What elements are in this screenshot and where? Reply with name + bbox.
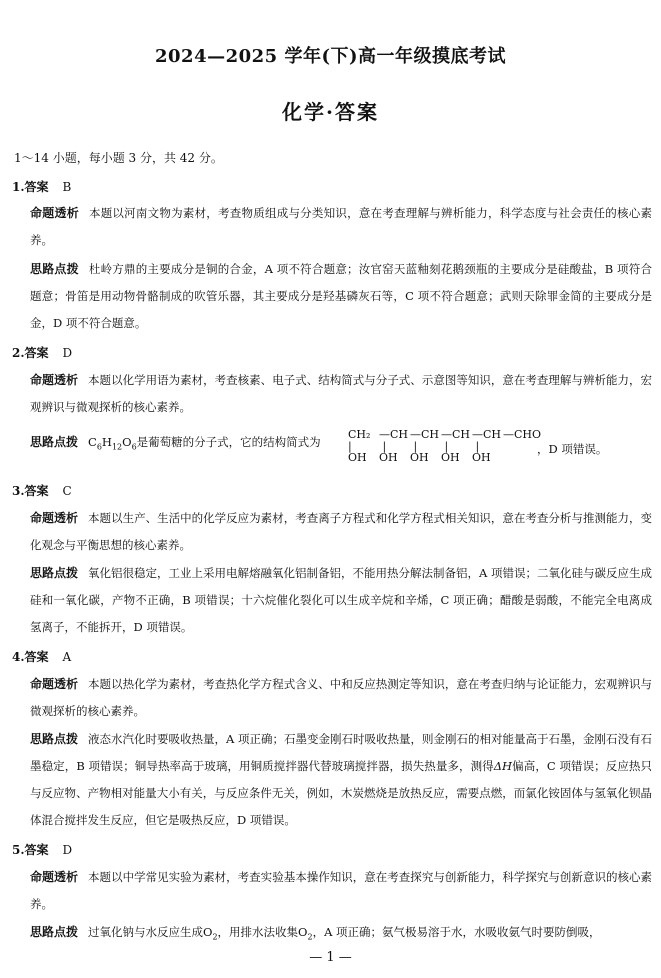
answer-label: 答案 [24, 180, 49, 194]
hint-text-prefix: 是葡萄糖的分子式，它的结构简式为 [136, 435, 321, 449]
question-4-hint [30, 726, 652, 834]
analysis-text: 本题以化学用语为素材，考查核素、电子式、结构简式与分子式、示意图等知识，意在考查理解与辨析能力，宏观辨识与微观探析的核心素养。 [30, 373, 652, 414]
answer-value: D [62, 346, 73, 360]
question-2-header [12, 344, 72, 361]
answer-value: B [62, 180, 72, 194]
question-1-header [12, 178, 71, 195]
question-5-analysis [30, 864, 652, 918]
hint-label: 思路点拨 [30, 435, 79, 449]
delta-h-symbol: ΔH [493, 759, 513, 773]
question-3-hint [30, 560, 652, 641]
analysis-text: 本题以热化学为素材，考查热化学方程式含义、中和反应热测定等知识，意在考查归纳与论证能力，宏观辨识与微观探析的核心素养。 [30, 677, 652, 718]
analysis-label: 命题透析 [30, 870, 79, 884]
question-2-hint-suffix: ，D 项错误。 [537, 442, 608, 456]
answer-value: D [62, 843, 73, 857]
answer-label: 答案 [24, 346, 49, 360]
hint-label: 思路点拨 [30, 732, 79, 746]
hint-text: 杜岭方鼎的主要成分是铜的合金，A 项不符合题意；汝官窑天蓝釉刻花鹅颈瓶的主要成分是硅酸盐，B 项符合题意；骨笛是用动物骨骼制成的吹管乐器，其主要成分是羟基磷灰石等，C 项不符合题意；武则天除罪金简的主要成分是金，D 项不符合题意。 [30, 262, 652, 330]
analysis-label: 命题透析 [30, 206, 79, 220]
hint-text-a: 液态水汽化时要吸收热量，A 项正确；石墨变金刚石时吸收热量，则金刚石的相对能量高于石墨，金刚石没有石墨稳定，B 项错误；铜导热率高于玻璃，用铜质搅拌器代替玻璃搅拌器，损失热量多，测得 [30, 732, 652, 773]
question-number: 5. [12, 843, 25, 857]
answer-label: 答案 [24, 484, 49, 498]
hint-label: 思路点拨 [30, 262, 79, 276]
question-4-analysis [30, 671, 652, 725]
glucose-formula: $C_6H_{12}O_6$ [88, 435, 137, 452]
answer-label: 答案 [24, 650, 49, 664]
answer-label: 答案 [24, 843, 49, 857]
question-1-hint [30, 256, 652, 337]
question-number: 4. [12, 650, 25, 664]
hint-label: 思路点拨 [30, 925, 79, 939]
intro-text: 1～14 小题，每小题 3 分，共 42 分。 [14, 151, 223, 165]
analysis-label: 命题透析 [30, 677, 79, 691]
question-number: 3. [12, 484, 25, 498]
analysis-text: 本题以生产、生活中的化学反应为素材，考查离子方程式和化学方程式相关知识，意在考查分析与推测能力，变化观念与平衡思想的核心素养。 [30, 511, 652, 552]
question-3-header [12, 482, 72, 499]
analysis-label: 命题透析 [30, 511, 79, 525]
hint-text-b: ，用排水法收集 [217, 925, 299, 939]
structure-hydroxyls: OH OH OH OH OH [348, 451, 491, 464]
hint-label: 思路点拨 [30, 566, 79, 580]
glucose-structure [348, 428, 548, 468]
answer-value: A [62, 650, 72, 664]
question-4-header [12, 648, 71, 665]
structure-bonds: | | | | | [348, 440, 480, 453]
question-number: 1. [12, 180, 25, 194]
analysis-label: 命题透析 [30, 373, 79, 387]
hint-text-a: 过氧化钠与水反应生成 [88, 925, 204, 939]
question-number: 2. [12, 346, 25, 360]
subject-title: 化学·答案 [282, 100, 379, 124]
question-3-analysis [30, 505, 652, 559]
exam-title: 2024—2025 学年(下)高一年级摸底考试 [155, 46, 506, 67]
analysis-text: 本题以河南文物为素材，考查物质组成与分类知识，意在考查理解与辨析能力，科学态度与社会责任的核心素养。 [30, 206, 652, 247]
question-5-header [12, 841, 72, 858]
hint-text-b: 偏高，C 项错误；反应热只与反应物、产物相对能量大小有关，与反应条件无关，例如，木炭燃烧是放热反应，需要点燃，而氯化铵固体与氢氧化钡晶体混合搅拌发生反应，但它是吸热反应，D 项错误。 [30, 759, 652, 827]
answer-value: C [62, 484, 72, 498]
hint-text-c: ，A 项正确；氨气极易溶于水，水吸收氨气时要防倒吸， [312, 925, 601, 939]
question-2-analysis [30, 367, 652, 421]
question-1-analysis [30, 200, 652, 254]
page-number: — 1 — [309, 950, 352, 965]
structure-chain: CH₂ —CH —CH —CH —CH —CHO [348, 428, 542, 441]
analysis-text: 本题以中学常见实验为素材，考查实验基本操作知识，意在考查探究与创新能力，科学探究与创新意识的核心素养。 [30, 870, 652, 911]
hint-text: 氧化铝很稳定，工业上采用电解熔融氧化铝制备铝，不能用热分解法制备铝，A 项错误；二氧化硅与碳反应生成硅和一氧化碳，产物不正确，B 项错误；十六烷催化裂化可以生成辛烷和辛烯，C 项正确；醋酸是弱酸，不能完全电离成氢离子，不能拆开，D 项错误。 [30, 566, 652, 634]
question-5-hint: 思路点拨 过氧化钠与水反应生成$O_2$，用排水法收集$O_2$，A 项正确；氨气极易溶于水，水吸收氨气时要防倒吸， [30, 925, 601, 942]
